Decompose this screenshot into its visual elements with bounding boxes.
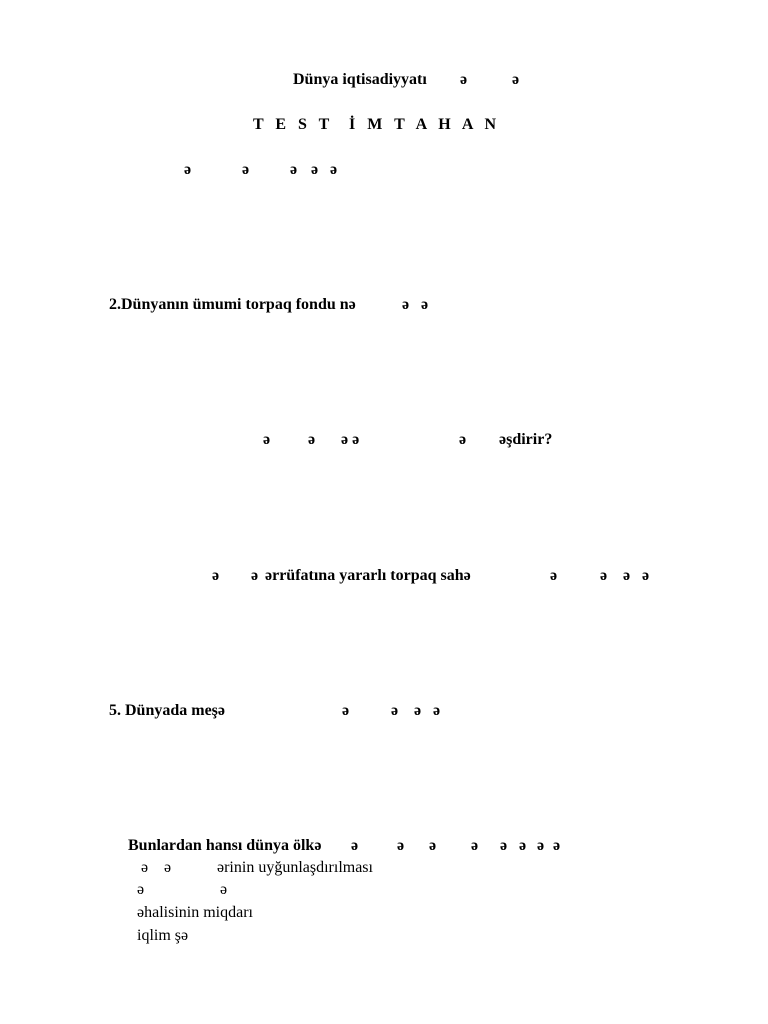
question-6-fragment: ə <box>397 837 405 854</box>
question-4-fragment: ə <box>642 567 650 584</box>
question-4-fragment: ə <box>550 567 558 584</box>
document-title: Dünya iqtisadiyyatı <box>293 71 427 88</box>
title-fragment: ə <box>512 71 520 88</box>
line3-fragment: ə <box>184 161 192 178</box>
option-1-fragment: ə <box>164 859 172 876</box>
option-1-text: ərinin uyğunlaşdırılması <box>217 859 373 876</box>
question-2-fragment: ə <box>402 296 410 313</box>
question-5-fragment: ə <box>414 702 422 719</box>
title-fragment: ə <box>460 71 468 88</box>
question-5-fragment: ə <box>433 702 441 719</box>
question-6-fragment: ə <box>519 837 527 854</box>
question-2: 2.Dünyanın ümumi torpaq fondu nə <box>109 296 356 313</box>
question-5-fragment: ə <box>342 702 350 719</box>
question-3-fragment: ə <box>263 431 271 448</box>
question-4-text: ərrüfatına yararlı torpaq sahə <box>265 567 471 584</box>
line3-fragment: ə <box>242 161 250 178</box>
option-2-fragment: ə <box>137 881 145 898</box>
question-3-ending: əşdirir? <box>499 431 553 448</box>
question-6-fragment: ə <box>537 837 545 854</box>
question-6: Bunlardan hansı dünya ölkə <box>128 837 322 854</box>
question-5: 5. Dünyada meşə <box>109 702 226 719</box>
question-4-fragment: ə <box>623 567 631 584</box>
question-3-fragment: ə ə <box>341 431 360 448</box>
question-3-fragment: ə <box>459 431 467 448</box>
line3-fragment: ə <box>290 161 298 178</box>
question-3-fragment: ə <box>308 431 316 448</box>
question-2-fragment: ə <box>421 296 429 313</box>
question-6-fragment: ə <box>500 837 508 854</box>
question-4-fragment: ə <box>212 567 220 584</box>
document-subtitle: T E S T İ M T A H A N <box>253 116 501 133</box>
line3-fragment: ə <box>311 161 319 178</box>
question-6-fragment: ə <box>351 837 359 854</box>
option-4-text: iqlim şə <box>137 927 189 944</box>
question-4-fragment: ə <box>251 567 259 584</box>
question-6-fragment: ə <box>471 837 479 854</box>
question-6-fragment: ə <box>429 837 437 854</box>
option-3-text: əhalisinin miqdarı <box>137 904 253 921</box>
question-6-fragment: ə <box>553 837 561 854</box>
question-5-fragment: ə <box>391 702 399 719</box>
option-1-fragment: ə <box>141 859 149 876</box>
option-2-fragment: ə <box>220 881 228 898</box>
line3-fragment: ə <box>330 161 338 178</box>
question-4-fragment: ə <box>600 567 608 584</box>
